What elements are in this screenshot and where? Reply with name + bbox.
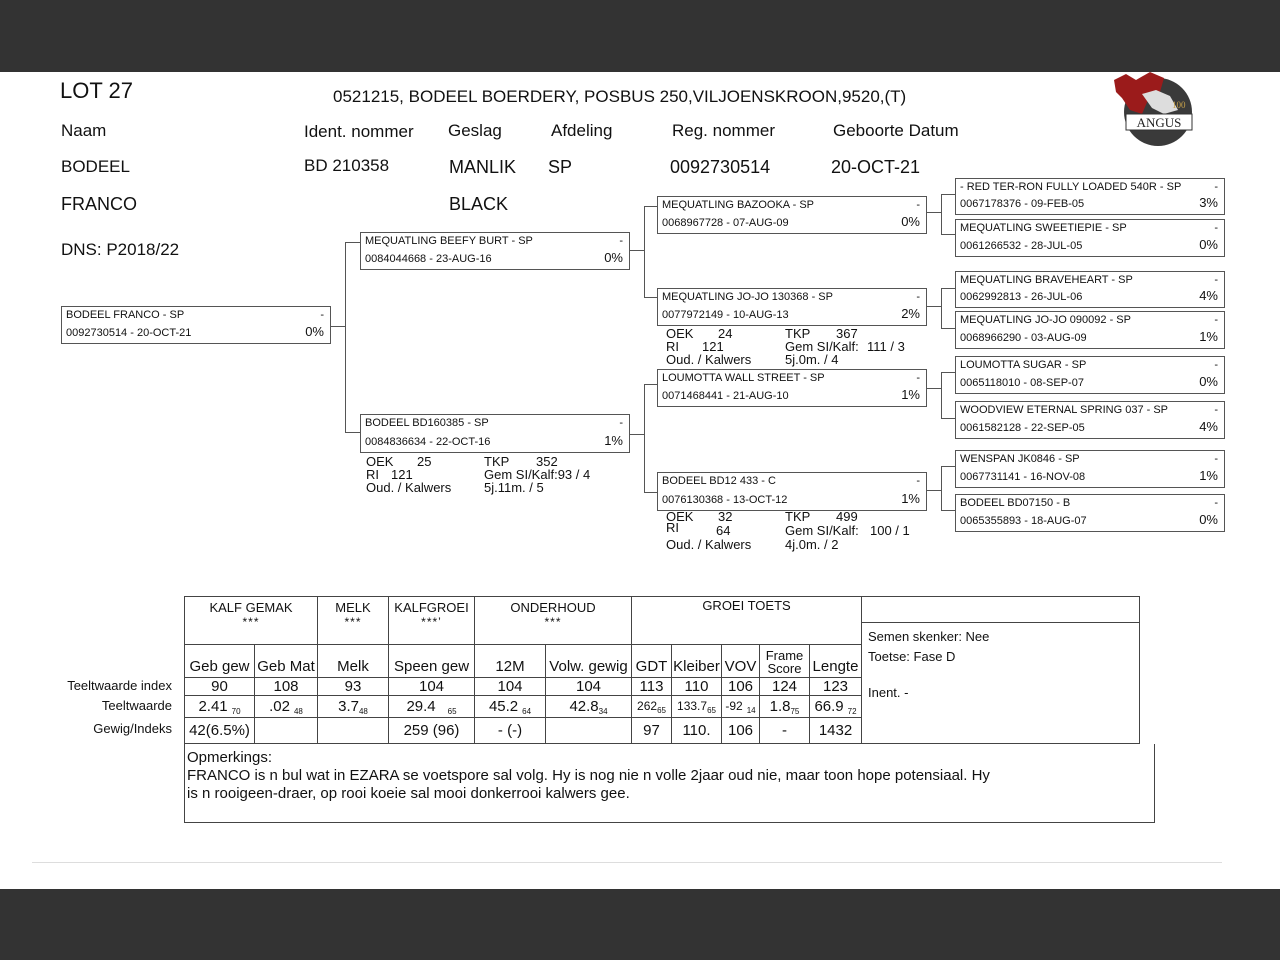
remarks-line-2: is n rooigeen-draer, op rooi koeie sal mooi donkerrooi kalwers gee.: [187, 785, 630, 802]
col-afdeling: Afdeling: [551, 121, 613, 140]
pedigree-box-dam-dam: [657, 472, 927, 511]
col-volw-gewig: Volw. gewig: [546, 645, 632, 678]
col-12m: 12M: [475, 645, 546, 678]
row-label-gewig: Gewig/Indeks: [93, 721, 172, 736]
pedigree-box-g6: [955, 401, 1225, 439]
gewig-melk: [318, 718, 389, 744]
index-volw-gewig: 104: [546, 678, 632, 696]
connector: [941, 466, 956, 467]
value-melk: [318, 696, 389, 718]
connector: [644, 384, 658, 385]
lot-number: LOT 27: [60, 78, 133, 103]
value: 1.8: [769, 697, 791, 715]
box-dash: -: [1214, 453, 1218, 465]
vaccination: Inent. -: [868, 685, 909, 700]
box-name: BODEEL FRANCO - SP: [66, 309, 185, 321]
accuracy: 34: [598, 706, 608, 716]
accuracy: 72: [847, 706, 857, 716]
box-dash: -: [1214, 497, 1218, 509]
box-dash: -: [1214, 314, 1218, 326]
animal-name-1: BODEEL: [61, 157, 130, 176]
col-ident: Ident. nommer: [304, 122, 414, 141]
stat-value: 121: [391, 467, 413, 482]
pedigree-box-sire-dam: [657, 288, 927, 326]
value-volw-gewig: [546, 696, 632, 718]
remarks-box: [184, 744, 1155, 823]
box-name: BODEEL BD160385 - SP: [365, 417, 489, 429]
stat-label: Gem SI/Kalf:: [785, 339, 859, 354]
stat-label: Gem SI/Kalf:93 / 4: [484, 467, 591, 482]
gewig-12m: - (-): [475, 718, 546, 744]
col-kleiber: Kleiber: [672, 645, 722, 678]
animal-dns: DNS: P2018/22: [61, 240, 180, 259]
stat-label: OEK: [666, 326, 694, 341]
dam-stats-dam-dam: [666, 510, 926, 550]
stat-label: RI: [666, 339, 679, 354]
box-reg: 0067178376 - 09-FEB-05: [960, 198, 1085, 210]
breeder-info: 0521215, BODEEL BOERDERY, POSBUS 250,VILJOENSKROON,9520,(T): [333, 87, 907, 106]
box-name: WOODVIEW ETERNAL SPRING 037 - SP: [960, 404, 1169, 416]
connector: [941, 234, 956, 235]
box-reg: 0067731141 - 16-NOV-08: [960, 471, 1086, 483]
stat-label: RI: [366, 467, 379, 482]
col-gdt: GDT: [632, 645, 672, 678]
connector: [644, 492, 658, 493]
box-dash: -: [320, 309, 324, 321]
connector: [941, 288, 942, 328]
box-reg: 0065355893 - 18-AUG-07: [960, 515, 1087, 527]
group-kalf-gemak: [185, 597, 318, 645]
box-name: LOUMOTTA WALL STREET - SP: [662, 372, 825, 384]
animal-birthdate: 20-OCT-21: [831, 157, 921, 177]
stars: ***’: [421, 615, 442, 629]
stat-label: TKP: [785, 326, 811, 341]
index-kleiber: 110: [672, 678, 722, 696]
stars: ***: [344, 615, 362, 629]
col-geslag: Geslag: [448, 121, 502, 140]
box-dash: -: [1214, 404, 1218, 416]
box-name: MEQUATLING BRAVEHEART - SP: [960, 274, 1133, 286]
stat-value: 100 / 1: [870, 523, 910, 538]
box-dash: -: [1214, 359, 1218, 371]
pedigree-box-g8: [955, 494, 1225, 532]
index-12m: 104: [475, 678, 546, 696]
value: 42.8: [569, 697, 599, 715]
animal-ident: BD 210358: [304, 156, 390, 175]
box-reg: 0071468441 - 21-AUG-10: [662, 390, 789, 402]
index-frame: 124: [760, 678, 810, 696]
connector: [628, 434, 644, 435]
gewig-gdt: 97: [632, 718, 672, 744]
pedigree-box-g5: [955, 356, 1225, 394]
stat-label: RI: [666, 520, 679, 535]
stat-label: Oud. / Kalwers: [666, 352, 752, 367]
connector: [644, 297, 658, 298]
col-vov: VOV: [722, 645, 760, 678]
box-pct: 0%: [604, 250, 623, 265]
accuracy: 75: [790, 706, 800, 716]
gewig-volw-gewig: [546, 718, 632, 744]
stat-value: 4j.0m. / 2: [785, 537, 839, 552]
side-spacer: [862, 597, 1139, 623]
pedigree-box-self: [61, 306, 331, 344]
dam-stats-dam: [366, 455, 626, 495]
box-name: LOUMOTTA SUGAR - SP: [960, 359, 1087, 371]
pedigree-box-g4: [955, 311, 1225, 349]
gewig-geb-mat: [255, 718, 318, 744]
box-pct: 1%: [604, 433, 623, 448]
box-name: MEQUATLING JO-JO 090092 - SP: [960, 314, 1131, 326]
index-vov: 106: [722, 678, 760, 696]
stat-value: 121: [702, 339, 724, 354]
stat-label: TKP: [785, 509, 811, 524]
gewig-geb-gew: 42(6.5%): [185, 718, 255, 744]
value-vov: [722, 696, 760, 718]
tests-phase: Toetse: Fase D: [868, 649, 956, 664]
value-frame: [760, 696, 810, 718]
group-onderhoud: [475, 597, 632, 645]
connector: [926, 306, 941, 307]
index-lengte: 123: [810, 678, 862, 696]
accuracy: 65: [447, 706, 457, 716]
connector: [644, 384, 645, 492]
connector: [941, 194, 956, 195]
box-pct: 4%: [1199, 419, 1218, 434]
angus-logo: [1112, 70, 1194, 146]
value: .02: [269, 697, 290, 715]
col-naam: Naam: [61, 121, 107, 140]
box-dash: -: [916, 372, 920, 384]
box-reg: 0068967728 - 07-AUG-09: [662, 217, 789, 229]
stat-label: TKP: [484, 454, 510, 469]
index-geb-gew: 90: [185, 678, 255, 696]
gewig-lengte: 1432: [810, 718, 862, 744]
score-label: Score: [767, 661, 802, 676]
connector: [644, 206, 645, 297]
performance-table: [184, 596, 1140, 744]
accuracy: 64: [522, 706, 532, 716]
stat-label: Gem SI/Kalf:: [785, 523, 859, 538]
connector: [926, 490, 941, 491]
col-frame-score: [760, 645, 810, 678]
box-pct: 1%: [901, 387, 920, 402]
group-label: MELK: [335, 600, 371, 615]
box-pct: 0%: [305, 324, 324, 339]
box-dash: -: [916, 291, 920, 303]
box-name: MEQUATLING JO-JO 130368 - SP: [662, 291, 833, 303]
col-reg: Reg. nommer: [672, 121, 775, 140]
value: -92: [725, 698, 743, 713]
connector: [941, 418, 956, 419]
semen-donor: Semen skenker: Nee: [868, 629, 990, 644]
box-reg: 0076130368 - 13-OCT-12: [662, 494, 788, 506]
connector: [926, 212, 941, 213]
group-label: KALF GEMAK: [209, 600, 293, 615]
row-label-value: Teeltwaarde: [101, 698, 172, 713]
col-speen-gew: Speen gew: [389, 645, 475, 678]
connector: [941, 288, 956, 289]
box-pct: 0%: [1199, 374, 1218, 389]
value: 29.4: [406, 697, 436, 715]
pedigree-box-g2: [955, 219, 1225, 257]
connector: [941, 372, 956, 373]
value: 3.7: [338, 697, 359, 715]
box-dash: -: [916, 475, 920, 487]
stat-value: 32: [718, 509, 733, 524]
pedigree-box-g7: [955, 450, 1225, 488]
animal-reg: 0092730514: [670, 157, 771, 177]
accuracy: 48: [293, 706, 303, 716]
box-pct: 4%: [1199, 288, 1218, 303]
box-reg: 0077972149 - 10-AUG-13: [662, 309, 789, 321]
accuracy: 65: [707, 705, 716, 715]
box-name: BODEEL BD07150 - B: [960, 497, 1071, 509]
top-dark-bar: [0, 0, 1280, 72]
animal-geslag: MANLIK: [449, 157, 517, 177]
stars: ***: [544, 615, 562, 629]
index-speen-gew: 104: [389, 678, 475, 696]
box-name: - RED TER-RON FULLY LOADED 540R - SP: [960, 181, 1182, 193]
box-reg: 0062992813 - 26-JUL-06: [960, 291, 1083, 303]
col-melk: Melk: [318, 645, 389, 678]
index-geb-mat: 108: [255, 678, 318, 696]
connector: [941, 510, 956, 511]
box-name: WENSPAN JK0846 - SP: [960, 453, 1080, 465]
frame-label: Frame: [765, 648, 804, 663]
accuracy: 48: [358, 706, 368, 716]
box-dash: -: [1214, 274, 1218, 286]
value: 2.41: [198, 697, 228, 715]
box-name: MEQUATLING BAZOOKA - SP: [662, 199, 814, 211]
animal-name-2: FRANCO: [61, 194, 137, 214]
box-pct: 0%: [901, 214, 920, 229]
connector: [941, 372, 942, 418]
box-reg: 0061266532 - 28-JUL-05: [960, 240, 1083, 252]
stat-value: 5j.11m. / 5: [484, 480, 544, 495]
dam-stats-sire-dam: [666, 327, 926, 367]
value-kleiber: [672, 696, 722, 718]
row-label-index: Teeltwaarde index: [67, 678, 172, 693]
group-label: GROEI TOETS: [702, 598, 791, 613]
group-label: KALFGROEI: [394, 600, 469, 615]
box-reg: 0065118010 - 08-SEP-07: [960, 377, 1084, 389]
connector: [926, 388, 941, 389]
connector: [345, 242, 361, 243]
stat-value: 367: [836, 326, 858, 341]
value: 45.2: [488, 697, 519, 715]
logo-text: ANGUS: [1136, 115, 1182, 130]
box-pct: 1%: [1199, 468, 1218, 483]
animal-color: BLACK: [449, 194, 509, 214]
stat-label: OEK: [666, 509, 694, 524]
gewig-kleiber: 110.: [672, 718, 722, 744]
stat-label: Oud. / Kalwers: [366, 480, 452, 495]
pedigree-box-g1: [955, 178, 1225, 215]
index-gdt: 113: [632, 678, 672, 696]
box-reg: 0084044668 - 23-AUG-16: [365, 253, 492, 265]
box-dash: -: [916, 199, 920, 211]
box-pct: 1%: [901, 491, 920, 506]
group-label: ONDERHOUD: [510, 600, 596, 615]
box-reg: 0068966290 - 03-AUG-09: [960, 332, 1087, 344]
box-reg: 0061582128 - 22-SEP-05: [960, 422, 1085, 434]
box-dash: -: [1214, 222, 1218, 234]
pedigree-box-dam: [360, 414, 630, 453]
connector: [941, 194, 942, 234]
value-12m: [475, 696, 546, 718]
value: 133.7: [677, 698, 708, 713]
box-dash: -: [619, 235, 623, 247]
box-pct: 0%: [1199, 512, 1218, 527]
value-geb-mat: [255, 696, 318, 718]
gewig-speen-gew: 259 (96): [389, 718, 475, 744]
col-lengte: Lengte: [810, 645, 862, 678]
value-lengte: [810, 696, 862, 718]
value: 66.9: [814, 697, 844, 715]
stars: ***: [242, 615, 260, 629]
pedigree-box-sire: [360, 232, 630, 270]
stat-label: Oud. / Kalwers: [666, 537, 752, 552]
stat-value: 5j.0m. / 4: [785, 352, 839, 367]
animal-afdeling: SP: [548, 157, 573, 177]
connector: [628, 250, 644, 251]
box-pct: 0%: [1199, 237, 1218, 252]
value: 262: [637, 698, 658, 713]
col-geb-mat: Geb Mat: [255, 645, 318, 678]
group-melk: [318, 597, 389, 645]
box-pct: 2%: [901, 306, 920, 321]
group-groei-toets: [632, 597, 862, 645]
connector: [345, 242, 346, 432]
connector: [941, 328, 956, 329]
stat-value: 25: [417, 454, 432, 469]
pedigree-box-dam-sire: [657, 369, 927, 407]
box-name: BODEEL BD12 433 - C: [662, 475, 776, 487]
value-speen-gew: [389, 696, 475, 718]
box-name: MEQUATLING BEEFY BURT - SP: [365, 235, 533, 247]
stat-value: 352: [536, 454, 558, 469]
stat-value: 24: [718, 326, 733, 341]
value-geb-gew: [185, 696, 255, 718]
gewig-frame: -: [760, 718, 810, 744]
box-dash: -: [619, 417, 623, 429]
accuracy: 65: [657, 705, 666, 715]
col-geboorte: Geboorte Datum: [833, 121, 959, 140]
connector: [644, 206, 658, 207]
stat-value: 499: [836, 509, 858, 524]
connector: [329, 326, 345, 327]
col-geb-gew: Geb gew: [185, 645, 255, 678]
stat-value: 111 / 3: [867, 339, 905, 354]
accuracy: 70: [231, 706, 241, 716]
logo-year: 100: [1172, 100, 1186, 110]
stat-value: 64: [716, 523, 731, 538]
divider: [32, 862, 1222, 863]
box-dash: -: [1214, 181, 1218, 193]
box-reg: 0092730514 - 20-OCT-21: [66, 327, 192, 339]
accuracy: 14: [746, 705, 756, 715]
connector: [941, 466, 942, 510]
value-gdt: [632, 696, 672, 718]
box-pct: 1%: [1199, 329, 1218, 344]
box-pct: 3%: [1199, 195, 1218, 210]
remarks-title: Opmerkings:: [187, 749, 273, 766]
pedigree-box-g3: [955, 271, 1225, 308]
stat-label: OEK: [366, 454, 394, 469]
group-kalfgroei: [389, 597, 475, 645]
connector: [345, 432, 361, 433]
box-reg: 0084836634 - 22-OCT-16: [365, 436, 491, 448]
side-info: [862, 597, 1140, 744]
gewig-vov: 106: [722, 718, 760, 744]
box-name: MEQUATLING SWEETIEPIE - SP: [960, 222, 1127, 234]
remarks-line-1: FRANCO is n bul wat in EZARA se voetspore sal volg. Hy is nog nie n volle 2jaar oud nie, maar toon hope potensiaal. Hy: [187, 767, 990, 784]
pedigree-box-sire-sire: [657, 196, 927, 234]
bottom-dark-bar: [0, 889, 1280, 960]
index-melk: 93: [318, 678, 389, 696]
